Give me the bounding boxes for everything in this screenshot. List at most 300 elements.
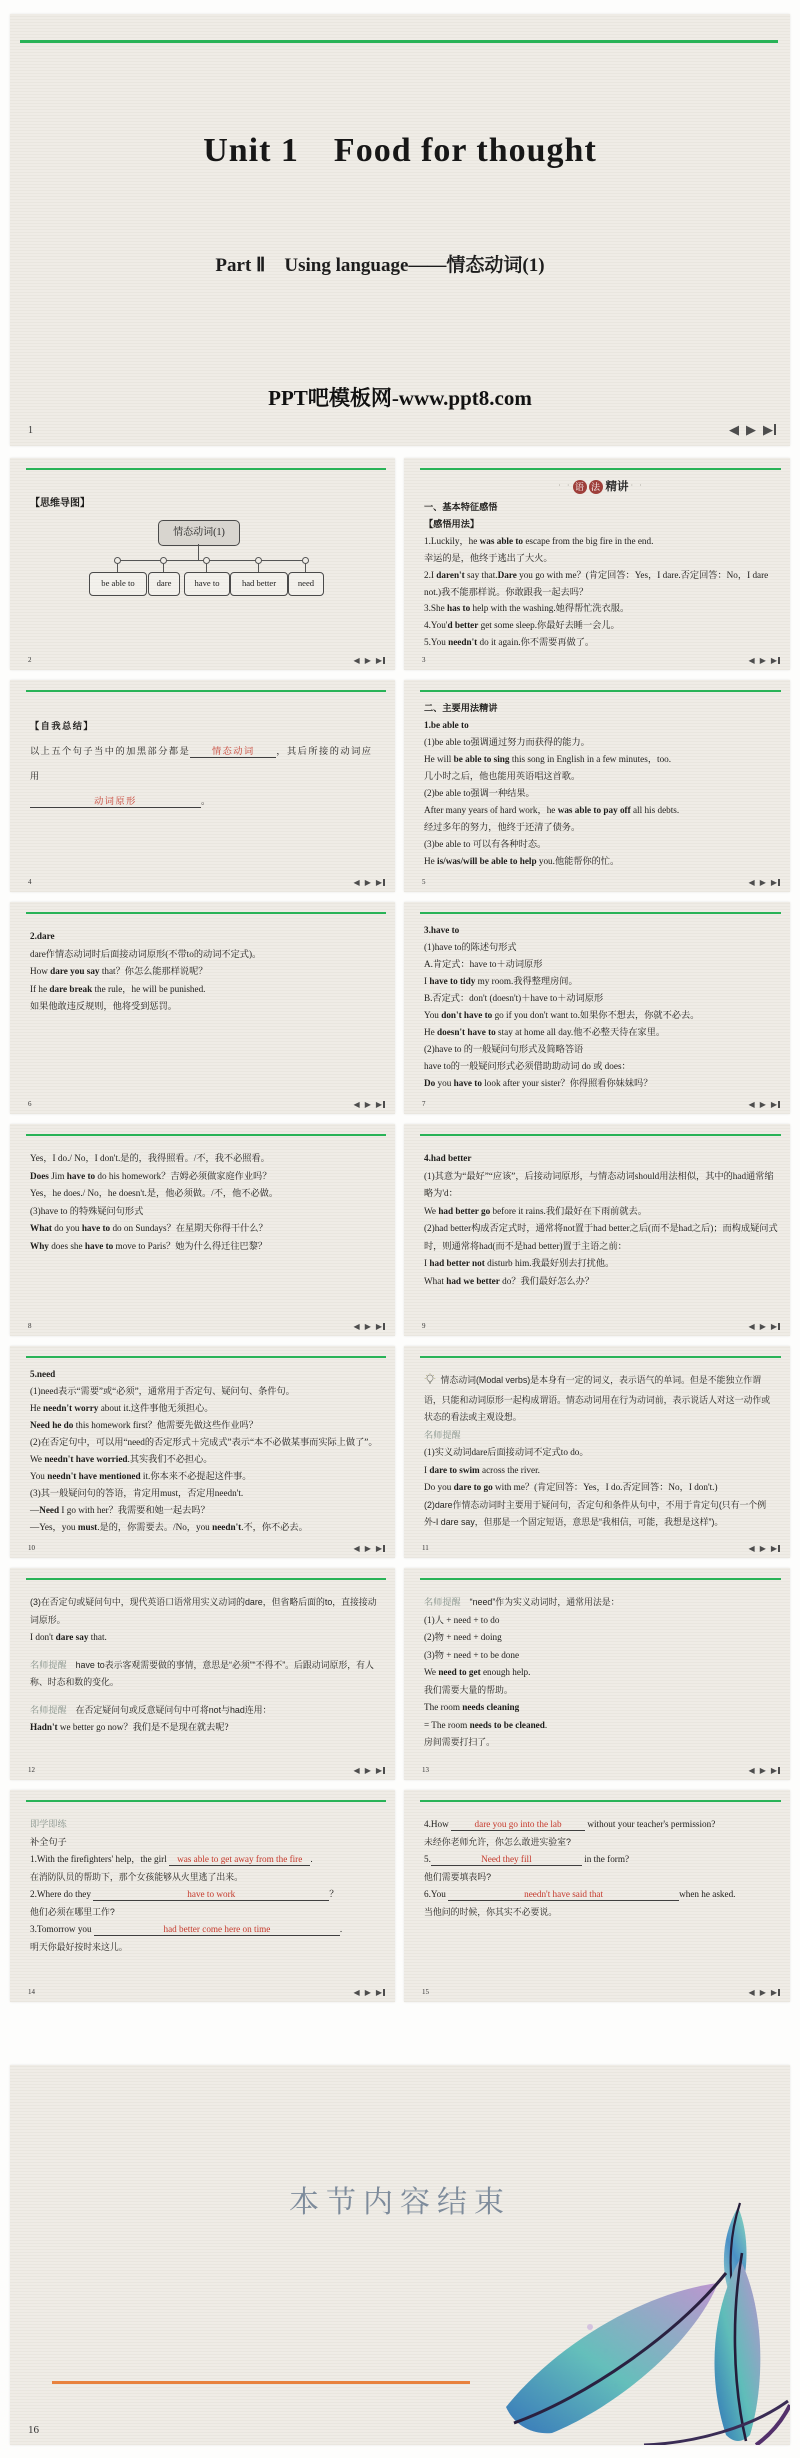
text-line [424,1869,778,1887]
text-segment: about it.这件事他无须担心。 [98,1403,214,1413]
text-segment: 4.How [424,1819,452,1829]
prev-slide-icon[interactable]: ◀ [748,1100,755,1109]
text-segment: = The room [424,1719,470,1730]
slide-body [30,1594,383,1737]
page-number: 6 [28,1100,32,1108]
slide-nav [354,1323,385,1331]
green-divider [420,1578,781,1580]
connector-line [198,544,199,560]
next-slide-icon[interactable]: ▶ [759,1322,766,1331]
text-line [424,1007,778,1024]
text-segment: 补全句子 [30,1836,67,1847]
next-slide-icon[interactable]: ▶ [364,656,371,665]
slide-nav [749,879,780,887]
text-segment: . [544,1719,548,1730]
text-line [424,617,778,634]
text-segment: (1)need表示“需要”或“必须”，通常用于否定句、疑问句、条件句。 [30,1386,295,1396]
mindmap-node: have to [184,572,230,596]
text-line [30,1203,383,1221]
text-line [30,739,383,789]
text-line [424,802,778,819]
next-slide-icon[interactable]: ▶ [759,656,766,665]
orange-divider [52,2381,470,2384]
text-line [424,973,778,990]
text-segment: escape from the big fire in the end. [523,536,654,546]
next-slide-icon[interactable]: ▶ [759,1766,766,1775]
last-slide-icon[interactable]: ▶ [771,1545,780,1553]
text-segment: .不，你不必去。 [241,1522,308,1532]
text-segment: dare to go [453,1482,493,1492]
slide-10 [10,1346,395,1558]
next-slide-icon[interactable]: ▶ [746,422,756,437]
text-segment: 在否定疑问句或反意疑问句中可将not与had连用： [66,1704,272,1715]
prev-slide-icon[interactable]: ◀ [748,1322,755,1331]
badge-dots: · · [558,481,572,490]
text-line [424,499,778,516]
next-slide-icon[interactable]: ▶ [759,878,766,887]
text-segment: in the form? [581,1854,630,1864]
text-segment: needn't [212,1522,242,1532]
slide-11 [404,1346,790,1558]
text-line [30,1417,383,1434]
text-segment: 【感悟用法】 [424,519,480,529]
page-number: 12 [28,1766,35,1774]
page-number: 16 [28,2424,39,2436]
slide-nav [354,1101,385,1109]
text-segment: must [77,1522,98,1532]
text-segment: was able to [479,536,524,546]
text-line [424,1717,778,1735]
text-segment: have to [66,1170,96,1181]
text-line [424,1041,778,1058]
text-segment: He [30,1403,44,1413]
last-slide-icon[interactable]: ▶ [376,1989,385,1997]
text-segment: I don't [30,1632,56,1642]
green-divider [420,690,781,692]
next-slide-icon[interactable]: ▶ [364,878,371,887]
text-segment: without your teacher's permission? [585,1819,716,1829]
prev-slide-icon[interactable]: ◀ [353,1544,360,1553]
prev-slide-icon[interactable]: ◀ [748,1766,755,1775]
text-line [30,1904,383,1922]
text-segment: do？我们最好怎么办？ [499,1275,594,1286]
text-segment: disturb him.我最好别去打扰他。 [484,1258,615,1268]
grammar-badge [424,478,778,498]
green-divider [20,40,778,43]
text-line [424,1220,778,1255]
text-segment: ？ [329,1889,339,1899]
page-number: 11 [422,1544,429,1552]
last-slide-icon[interactable]: ▶ [771,1767,780,1775]
text-segment: you [435,1078,454,1088]
text-line [30,998,383,1016]
text-line [424,1024,778,1041]
text-segment: (3)物 + need + to be done [424,1649,520,1660]
text-segment: If he [30,983,50,994]
text-line [30,1657,383,1692]
text-line [424,567,778,600]
page-number: 5 [422,878,426,886]
next-slide-icon[interactable]: ▶ [364,1544,371,1553]
next-slide-icon[interactable]: ▶ [364,1100,371,1109]
text-segment: have to tidy [429,976,476,986]
text-segment: 1.Luckily，he [424,536,480,546]
text-segment: have to [81,1223,111,1233]
text-line [424,1816,778,1834]
text-segment: . [339,1924,343,1934]
text-segment: that？你怎么能那样说呢？ [99,966,208,976]
text-line [424,990,778,1007]
slide-15 [404,1790,790,2002]
end-message: 本节内容结束 [289,2186,511,2219]
section-label: 名师提醒 [424,1429,461,1440]
text-segment: had we better [446,1275,500,1286]
last-slide-icon[interactable]: ▶ [771,1101,780,1109]
text-segment: (2)be able to强调一种结果。 [424,788,535,798]
answer-blank: 动词原形 [30,795,201,808]
last-slide-icon[interactable]: ▶ [771,1323,780,1331]
text-segment: A.肯定式：have to＋动词原形 [424,959,543,969]
text-segment: dare break [49,983,93,994]
text-segment: 以上五个句子当中的加黑部分都是 [30,746,191,756]
text-line [424,751,778,768]
text-segment: 情态动词(Modal verbs)是本身有一定的词义，表示语气的单词。但是不能独立作谓语，只能和动词原形一起构成谓语。情态动词用在行为动词前，表示说话人对这一动作或状态的看法或主观设想。 [424,1375,771,1422]
text-segment: 2.dare [30,931,55,941]
text-line [424,836,778,853]
watermark-text: PPT吧模板网-www.ppt8.com [268,386,532,410]
next-slide-icon[interactable]: ▶ [364,1322,371,1331]
text-segment: that. [88,1632,107,1642]
text-segment: had better go [438,1205,491,1216]
prev-slide-icon[interactable]: ◀ [748,1544,755,1553]
text-line [424,853,778,870]
prev-slide-icon[interactable]: ◀ [353,878,360,887]
prev-slide-icon[interactable]: ◀ [729,422,739,437]
text-line [30,928,383,946]
text-line [30,1366,383,1383]
text-segment: needn't have mentioned [47,1471,141,1481]
slide-nav [354,1545,385,1553]
text-segment: we better go now？我们是不是现在就去呢? [57,1722,229,1732]
text-segment: 几小时之后，他也能用英语唱这首歌。 [424,771,581,781]
text-segment: After many years of hard work，he [424,805,558,815]
text-segment: Need he do [30,1420,74,1430]
green-divider [26,1800,386,1802]
slide-8 [10,1124,395,1336]
text-segment: doesn't have to [437,1027,496,1037]
text-segment: —Yes，you [30,1522,78,1532]
text-segment: do it again.你不需要再做了。 [477,637,595,648]
text-line [30,1519,383,1536]
text-segment: (1)be able to强调通过努力而获得的能力。 [424,737,590,747]
text-segment: you.他能帮你的忙。 [536,856,620,866]
text-segment: 5. [424,1854,431,1864]
text-segment: enough help. [480,1667,531,1677]
text-line [424,600,778,617]
slide-body [424,1372,778,1532]
slide-body [424,1816,778,1921]
text-line [424,550,778,567]
text-line [424,1075,778,1092]
slide-6 [10,902,395,1114]
answer-blank: had better come here on time [94,1923,340,1936]
answer-blank: was able to get away from the fire [169,1853,310,1866]
text-segment: 在消防队员的帮助下，那个女孩能够从火里逃了出来。 [30,1871,243,1882]
text-segment: help with the washing.她得帮忙洗衣服。 [470,603,630,614]
section-label: 名师提醒 [424,1597,461,1607]
page-number: 14 [28,1988,35,1996]
text-segment: 1.With the firefighters' help，the girl [30,1854,170,1864]
text-segment: 3.Tomorrow you [30,1924,94,1934]
answer-blank: 情态动词 [190,745,276,758]
text-segment: What [424,1275,447,1286]
text-segment: when he asked. [679,1889,736,1899]
text-segment: have to [453,1078,482,1088]
text-segment: the rule，he will be punished. [92,983,206,994]
mindmap-node: had better [230,572,288,596]
text-line [424,1497,778,1532]
text-line [424,1058,778,1075]
text-segment: (1)人 + need + to do [424,1614,500,1625]
text-segment: .其实我们不必担心。 [127,1454,213,1464]
page-number: 1 [28,425,33,436]
text-segment: 5.You [424,637,449,648]
text-segment: (1)其意为“最好”“应该”，后接动词原形，与情态动词should用法相似，其中的had通常缩略为'd： [424,1170,774,1198]
connector-line [117,563,118,572]
text-line [30,1702,383,1720]
text-line [424,1664,778,1682]
slide-nav [749,1767,780,1775]
next-slide-icon[interactable]: ▶ [364,1988,371,1997]
section-label: 名师提醒 [30,1704,67,1715]
text-segment: 当他问的时候，你其实不必要说。 [424,1906,558,1917]
text-segment: Dare [497,570,517,580]
text-segment: needs to be cleaned [469,1719,545,1730]
text-segment: (2)物 + need + doing [424,1632,502,1642]
badge-dots: · · [630,481,644,490]
text-segment: Do you [424,1482,454,1492]
text-line [424,1734,778,1752]
connector-line [305,563,306,572]
page-number: 3 [422,656,426,664]
last-slide-icon[interactable]: ▶ [376,1323,385,1331]
text-line [424,1273,778,1291]
slide-12 [10,1568,395,1780]
prev-slide-icon[interactable]: ◀ [748,656,755,665]
next-slide-icon[interactable]: ▶ [759,1544,766,1553]
text-line [30,1921,383,1939]
connector-line [206,563,207,572]
text-line [30,1451,383,1468]
text-segment: get some sleep.你最好去睡一会儿。 [478,620,620,631]
green-divider [26,1578,386,1580]
text-segment: B.否定式：don't (doesn't)＋have to＋动词原形 [424,993,604,1003]
last-slide-icon[interactable]: ▶ [376,1767,385,1775]
text-line [30,714,383,739]
page-number: 8 [28,1322,32,1330]
text-segment: d better [447,620,479,631]
text-line [424,1372,778,1427]
slide-14 [10,1790,395,2002]
text-segment: .是的，你需要去。/No，you [97,1522,213,1532]
badge-title: 精讲 [605,481,629,493]
text-segment: you go with me？(肯定回答：Yes，I dare.否定回答：No，I dare not.)我不能那样说。你敢跟我一起去吗？ [424,570,769,597]
text-line [30,1168,383,1186]
text-segment: 他们需要填表吗? [424,1871,492,1882]
text-segment: was able to pay off [557,805,631,815]
text-segment: had better not [429,1258,485,1268]
slide-grid [10,458,790,2002]
last-slide-icon[interactable]: ▶ [771,1989,780,1997]
text-segment: 2.I [424,570,437,580]
text-line [424,1699,778,1717]
text-segment: I [424,1464,430,1475]
page-number: 15 [422,1988,429,1996]
text-segment: look after your sister？你得照看你妹妹吗？ [481,1078,653,1088]
text-segment: . [310,1854,313,1864]
part-subtitle: Part Ⅱ Using language——情态动词(1) [215,255,545,276]
text-segment: ，其后所接的动词应用 [30,746,373,781]
text-line [30,1692,383,1702]
text-segment: Hadn't [30,1722,58,1732]
text-segment: before it rains.我们最好在下雨前就去。 [490,1205,647,1216]
slide-nav [749,657,780,665]
text-segment: Jim [48,1170,67,1181]
section-label: 即学即练 [30,1819,67,1829]
text-line [424,956,778,973]
slide-nav [749,1989,780,1997]
last-slide-icon[interactable]: ▶ [771,657,780,665]
slide-body [424,478,778,651]
answer-blank: have to work [93,1888,329,1901]
text-line [30,1851,383,1869]
prev-slide-icon[interactable]: ◀ [353,1322,360,1331]
text-segment: Do [424,1078,436,1088]
slide-body [30,714,383,814]
text-line [30,1629,383,1647]
text-segment: (1)实义动词dare后面接动词不定式to do。 [424,1447,589,1457]
text-line [424,1851,778,1869]
prev-slide-icon[interactable]: ◀ [748,878,755,887]
text-line [30,1594,383,1629]
text-line [424,1427,778,1445]
text-line [424,768,778,785]
text-segment: (2)dare作情态动词时主要用于疑问句，否定句和条件从句中，不用于肯定句(只有一个例外-I dare say，但那是一个固定短语，意思是“我相信，可能，我想是这样”)。 [424,1499,767,1527]
page-number: 2 [28,656,32,664]
text-line [30,1383,383,1400]
text-line [30,1719,383,1737]
text-line [30,1939,383,1957]
slide-body [424,922,778,1092]
text-segment: move to Paris？她为什么得迁往巴黎？ [113,1240,268,1251]
last-slide-icon[interactable]: ▶ [376,1545,385,1553]
prev-slide-icon[interactable]: ◀ [748,1988,755,1997]
green-divider [26,1134,386,1136]
text-line [424,1462,778,1480]
text-line [30,1502,383,1519]
next-slide-icon[interactable]: ▶ [759,1988,766,1997]
text-segment: (2)在否定句中，可以用“need的否定形式＋完成式”表示“本不必做某事而实际上做了”。 [30,1437,378,1447]
text-segment: don't have to [441,1010,493,1020]
text-segment: needn't worry [43,1403,99,1413]
last-slide-icon[interactable]: ▶ [376,879,385,887]
text-segment: 房间需要打扫了。 [424,1737,495,1747]
text-line [424,819,778,836]
green-divider [26,468,386,470]
text-segment: 幸运的是，他终于逃出了大火。 [424,553,553,563]
text-segment: it.你本来不必提起这件事。 [140,1471,252,1481]
text-segment: 1.be able to [424,720,469,730]
mindmap-node: need [288,572,324,596]
text-line [30,963,383,981]
slide-16-end [10,2065,790,2445]
text-segment: have to [84,1240,114,1251]
text-segment: He [424,1027,438,1037]
text-line [424,634,778,651]
text-segment: 3.She [424,603,447,614]
text-segment: I [424,1258,430,1268]
slide-1-title [10,14,790,446]
slide-body [30,1150,383,1255]
text-line [424,1629,778,1647]
text-segment: — [30,1505,40,1515]
text-line [424,1594,778,1612]
slide-nav [749,1101,780,1109]
prev-slide-icon[interactable]: ◀ [353,1766,360,1775]
text-segment: 他们必须在哪里工作? [30,1906,115,1917]
prev-slide-icon[interactable]: ◀ [353,1988,360,1997]
text-segment: The room [424,1702,463,1712]
last-slide-icon[interactable]: ▶ [376,1101,385,1109]
text-segment: 2.Where do they [30,1889,94,1899]
next-slide-icon[interactable]: ▶ [759,1100,766,1109]
slide-body [30,1366,383,1536]
text-segment: I go with her？我需要和她一起去吗？ [59,1505,210,1515]
last-slide-icon[interactable]: ▶ [376,657,385,665]
text-line [30,1150,383,1168]
slide-2-mindmap [10,458,395,670]
green-divider [420,468,781,470]
slide-body [30,928,383,1016]
text-segment: dare作情态动词时后面接动词原形(不带to的动词不定式)。 [30,948,262,959]
mindmap-root-node: 情态动词(1) [158,520,240,546]
slide-body [424,1594,778,1752]
slide-nav [354,879,385,887]
text-segment: be able to sing [453,754,510,764]
text-segment: 二、主要用法精讲 [424,703,498,713]
badge-circle-char: 语 [573,480,587,494]
text-segment: We [30,1454,45,1464]
last-slide-icon[interactable]: ▶ [771,879,780,887]
prev-slide-icon[interactable]: ◀ [353,656,360,665]
text-segment: What [30,1223,52,1233]
connector-line [117,560,305,561]
text-line [30,1886,383,1904]
text-line [30,1468,383,1485]
next-slide-icon[interactable]: ▶ [364,1766,371,1775]
text-segment: stay at home all day.他不必整天待在家里。 [495,1027,666,1037]
text-segment: 4.had better [424,1153,472,1163]
text-segment: (1)have to的陈述句形式 [424,942,517,952]
text-segment: is/was/will be able to help [437,856,537,866]
last-slide-icon[interactable]: ▶ [763,423,776,436]
text-line [424,1150,778,1168]
text-line [424,734,778,751]
prev-slide-icon[interactable]: ◀ [353,1100,360,1109]
text-segment: 4.You' [424,620,448,631]
text-segment: dare to swim [429,1464,480,1475]
mindmap-heading: 【思维导图】 [30,498,90,509]
